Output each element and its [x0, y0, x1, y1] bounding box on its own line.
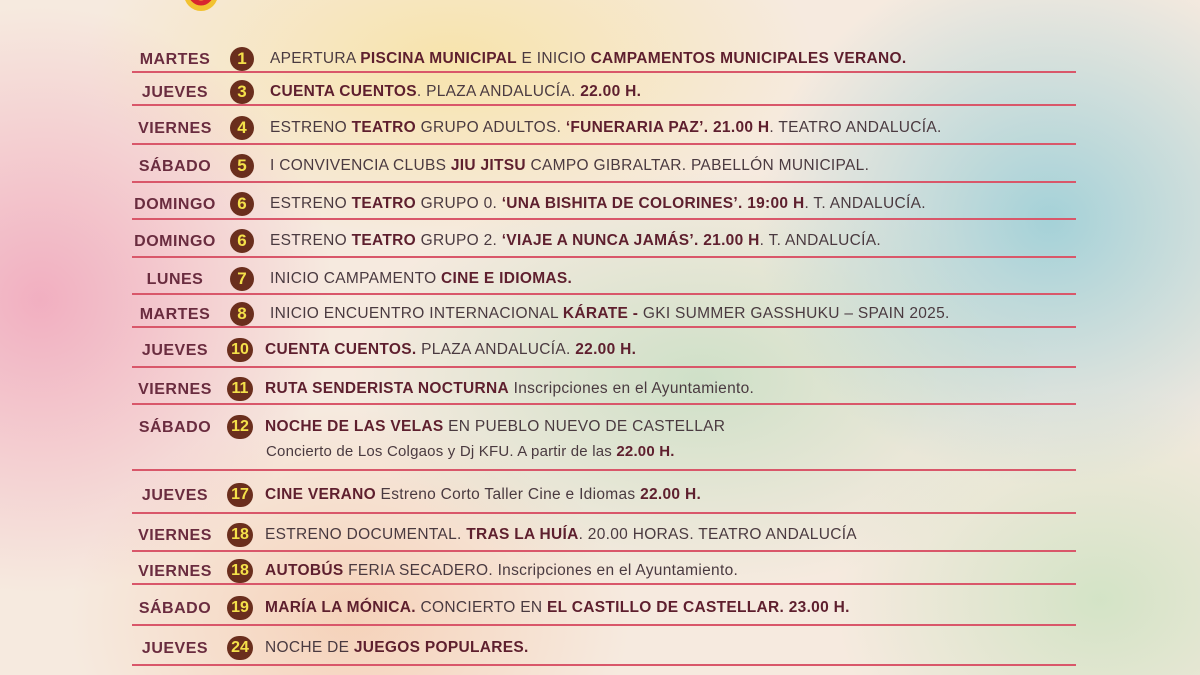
event-row [126, 145, 1076, 183]
event-row [126, 405, 1076, 471]
event-day: VIERNES [138, 120, 212, 137]
event-text: NOCHE DE [265, 639, 354, 656]
event-highlight: CUENTA CUENTOS. [265, 341, 417, 358]
event-highlight: TRAS LA HUÍA [466, 526, 579, 543]
event-description [265, 380, 754, 398]
event-text: I CONVIVENCIA CLUBS [270, 157, 451, 174]
event-highlight: TEATRO [351, 119, 417, 136]
event-row [126, 40, 1076, 73]
event-description [270, 232, 881, 250]
row-divider [132, 104, 1076, 106]
event-day: SÁBADO [138, 600, 212, 617]
event-text: Inscripciones en el Ayuntamiento. [509, 380, 755, 397]
event-date-badge: 5 [230, 154, 254, 178]
event-text: ESTRENO [270, 232, 352, 249]
event-description [270, 195, 926, 213]
event-description [270, 157, 869, 175]
event-text: GKI SUMMER GASSHUKU – SPAIN 2025. [638, 305, 950, 322]
event-date-badge: 11 [227, 377, 253, 401]
event-highlight: ‘VIAJE A NUNCA JAMÁS’. 21.00 H [501, 232, 760, 249]
event-day: JUEVES [141, 342, 209, 359]
event-row [126, 220, 1076, 258]
event-text: APERTURA [270, 50, 361, 67]
event-description [265, 526, 857, 544]
event-text: . 20.00 HORAS. TEATRO ANDALUCÍA [578, 526, 857, 543]
event-date-badge: 10 [227, 338, 253, 362]
event-day: LUNES [146, 271, 204, 288]
event-row [126, 585, 1076, 626]
event-text: FERIA SECADERO. Inscripciones en el Ayuntamiento. [343, 562, 739, 579]
event-highlight: JUEGOS POPULARES. [353, 639, 529, 656]
event-row [126, 471, 1076, 514]
event-day: JUEVES [141, 84, 209, 101]
event-subline [266, 443, 675, 460]
event-text: GRUPO 2. [416, 232, 502, 249]
event-row [126, 514, 1076, 552]
event-highlight: RUTA SENDERISTA NOCTURNA [265, 380, 509, 397]
event-highlight: PISCINA MUNICIPAL [360, 50, 517, 67]
event-description [270, 305, 950, 323]
event-date-badge: 7 [230, 267, 254, 291]
event-day: VIERNES [138, 381, 212, 398]
event-date-badge: 18 [227, 523, 253, 547]
event-row [126, 73, 1076, 106]
event-highlight: NOCHE DE LAS VELAS [265, 418, 444, 435]
event-text: . T. ANDALUCÍA. [804, 195, 926, 212]
event-day: VIERNES [138, 527, 212, 544]
event-description [265, 639, 529, 657]
event-description [265, 599, 850, 617]
event-text: PLAZA ANDALUCÍA. [416, 341, 576, 358]
event-text: CONCIERTO EN [415, 599, 547, 616]
event-row [126, 368, 1076, 405]
event-day: SÁBADO [138, 158, 212, 175]
event-text: Concierto de Los Colgaos y Dj KFU. A partir de las [266, 443, 617, 460]
event-highlight: 22.00 H. [616, 443, 675, 460]
event-highlight: 22.00 H. [640, 486, 702, 503]
event-text: GRUPO 0. [416, 195, 502, 212]
event-date-badge: 17 [227, 483, 253, 507]
event-day: MARTES [139, 51, 211, 68]
event-highlight: ‘UNA BISHITA DE COLORINES’. 19:00 H [501, 195, 805, 212]
event-text: INICIO ENCUENTRO INTERNACIONAL [270, 305, 563, 322]
event-date-badge: 1 [230, 47, 254, 71]
event-highlight: AUTOBÚS [265, 562, 344, 579]
event-date-badge: 19 [227, 596, 253, 620]
event-highlight: EL CASTILLO DE CASTELLAR. 23.00 H. [546, 599, 850, 616]
event-highlight: CAMPAMENTOS MUNICIPALES VERANO. [590, 50, 907, 67]
event-text: CAMPO GIBRALTAR. PABELLÓN MUNICIPAL. [525, 157, 870, 174]
event-row [126, 107, 1076, 145]
event-highlight: MARÍA LA MÓNICA. [265, 599, 416, 616]
event-description [265, 418, 725, 436]
event-highlight: 22.00 H. [580, 83, 642, 100]
event-date-badge: 12 [227, 415, 253, 439]
event-highlight: CINE VERANO [265, 486, 376, 503]
event-description [265, 562, 738, 580]
event-date-badge: 18 [227, 559, 253, 583]
event-text: EN PUEBLO NUEVO DE CASTELLAR [443, 418, 726, 435]
event-description [270, 83, 641, 101]
event-row [126, 295, 1076, 328]
event-date-badge: 8 [230, 302, 254, 326]
row-divider [132, 664, 1076, 666]
event-description [265, 486, 701, 504]
event-text: ESTRENO [270, 195, 352, 212]
event-description [270, 50, 906, 68]
event-date-badge: 3 [230, 80, 254, 104]
event-day: DOMINGO [134, 196, 216, 213]
event-row [126, 258, 1076, 295]
event-highlight: ‘FUNERARIA PAZ’. 21.00 H [565, 119, 770, 136]
event-date-badge: 4 [230, 116, 254, 140]
event-text: INICIO CAMPAMENTO [270, 270, 442, 287]
event-text: . T. ANDALUCÍA. [759, 232, 882, 249]
event-description [270, 119, 942, 137]
event-text: Estreno Corto Taller Cine e Idiomas [375, 486, 641, 503]
event-highlight: TEATRO [351, 195, 417, 212]
event-day: JUEVES [141, 640, 209, 657]
event-date-badge: 6 [230, 229, 254, 253]
event-day: JUEVES [141, 487, 209, 504]
event-highlight: CUENTA CUENTOS [270, 83, 417, 100]
event-day: DOMINGO [134, 233, 216, 250]
event-date-badge: 24 [227, 636, 253, 660]
event-text: . PLAZA ANDALUCÍA. [416, 83, 581, 100]
event-highlight: CINE E IDIOMAS. [441, 270, 573, 287]
event-highlight: KÁRATE - [562, 305, 639, 322]
event-day: VIERNES [138, 563, 212, 580]
event-text: E INICIO [516, 50, 591, 67]
event-row [126, 328, 1076, 368]
event-row [126, 626, 1076, 666]
event-description [270, 270, 572, 288]
event-day: SÁBADO [138, 419, 212, 436]
event-text: ESTRENO [270, 119, 352, 136]
event-highlight: TEATRO [351, 232, 417, 249]
event-day: MARTES [139, 306, 211, 323]
event-text: GRUPO ADULTOS. [416, 119, 566, 136]
event-highlight: 22.00 H. [575, 341, 637, 358]
event-row [126, 183, 1076, 220]
event-text: ESTRENO DOCUMENTAL. [265, 526, 467, 543]
event-date-badge: 6 [230, 192, 254, 216]
event-description [265, 341, 636, 359]
event-highlight: JIU JITSU [450, 157, 526, 174]
event-row [126, 552, 1076, 585]
event-text: . TEATRO ANDALUCÍA. [769, 119, 942, 136]
